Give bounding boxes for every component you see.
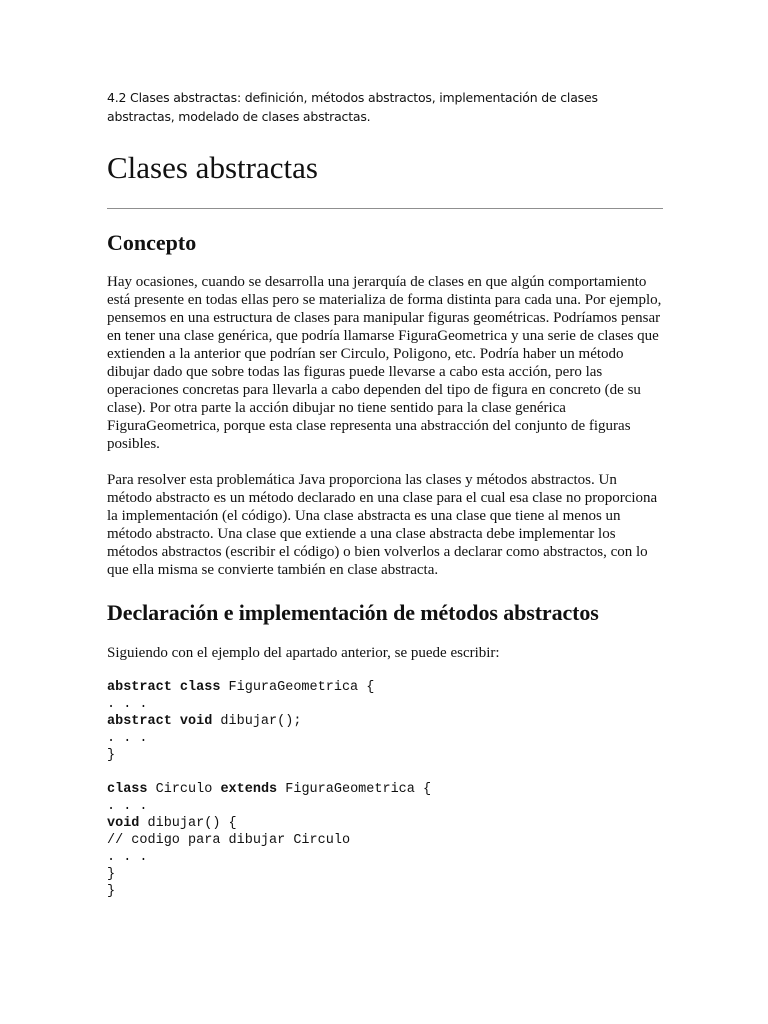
code-line: class Circulo extends FiguraGeometrica { — [107, 782, 432, 797]
topic-line: 4.2 Clases abstractas: definición, métodos abstractos, implementación de clases abstractas, modelado de clases abstractas. — [107, 90, 598, 124]
declaracion-intro: Siguiendo con el ejemplo del apartado anterior, se puede escribir: — [107, 645, 500, 661]
section-heading-concepto: Concepto — [107, 230, 197, 255]
code-line: // codigo para dibujar Circulo — [107, 833, 351, 848]
concepto-paragraph-1: Hay ocasiones, cuando se desarrolla una jerarquía de clases en que algún comportamiento está presente en todas ellas pero se materializa de forma distinta para cada una. Por ejemplo, pensemos en una estructura de clases para manipular figuras geométricas. Podríamos pensar en tener una clase genérica, que podría llamarse FiguraGeometrica y una serie de clases que extienden a la anterior que podrían ser Circulo, Poligono, etc. Podría haber un método dibujar dado que sobre todas las figuras puede llevarse a cabo esta acción, pero las operaciones concretas para llevarla a cabo dependen del tipo de figura en concreto (de su clase). Por otra parte la acción dibujar no tiene sentido para la clase genérica FiguraGeometrica, porque esta clase representa una abstracción del conjunto de figuras posibles. — [107, 274, 662, 452]
code-line: . . . — [107, 731, 148, 746]
code-line: abstract class FiguraGeometrica { — [107, 680, 375, 695]
code-line: . . . — [107, 697, 148, 712]
code-line: . . . — [107, 850, 148, 865]
code-block-circulo — [107, 781, 663, 900]
code-line: } — [107, 748, 116, 763]
page-title: Clases abstractas — [107, 150, 318, 185]
code-line: void dibujar() { — [107, 816, 237, 831]
code-block-figura — [107, 679, 663, 764]
document-content — [107, 88, 663, 900]
code-line: abstract void dibujar(); — [107, 714, 302, 729]
title-divider — [107, 208, 663, 209]
code-line: } — [107, 884, 116, 899]
code-line: . . . — [107, 799, 148, 814]
concepto-paragraph-2: Para resolver esta problemática Java proporciona las clases y métodos abstractos. Un método abstracto es un método declarado en una clase para el cual esa clase no proporciona la implementación (el código). Una clase abstracta es una clase que tiene al menos un método abstracto. Una clase que extiende a una clase abstracta debe implementar los métodos abstractos (escribir el código) o bien volverlos a declarar como abstractos, con lo que ella misma se convierte también en clase abstracta. — [107, 472, 658, 578]
code-line: } — [107, 867, 116, 882]
section-heading-declaracion: Declaración e implementación de métodos abstractos — [107, 600, 599, 625]
